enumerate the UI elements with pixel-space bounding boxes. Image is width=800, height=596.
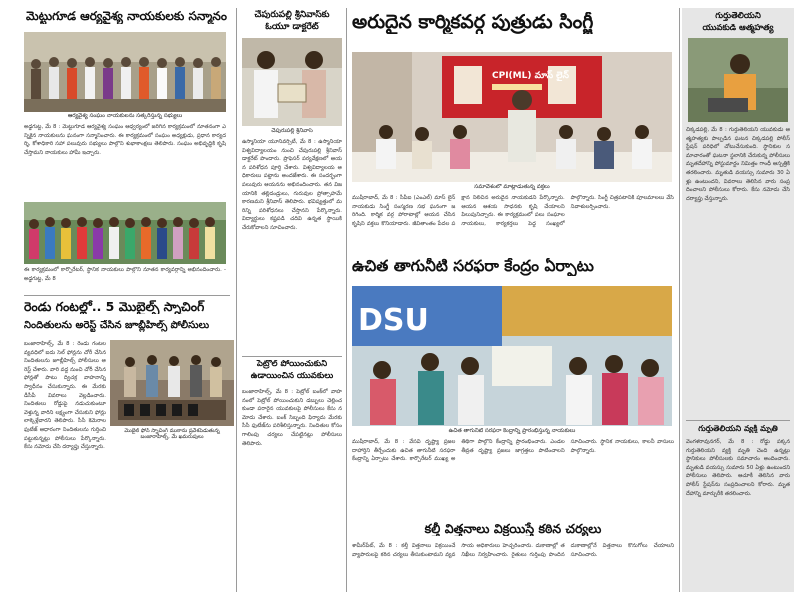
photo-caption: మొబైల్ ఫోన్ స్నాచింగ్ ముఠాను ప్రవేశపెడుతున్న బంజారాహిల్స్, మే ఖమరుపులు	[124, 428, 220, 441]
crowd-photo	[24, 202, 226, 264]
group-photo-honor	[24, 32, 226, 112]
column-divider	[236, 8, 237, 592]
headline-free-water: ఉచిత తాగునీటి సరఫరా కేంద్రం ఏర్పాటు	[352, 258, 594, 275]
headline-fake-seeds: కల్తీ విత్తనాలు విక్రయిస్తే కఠిన చర్యలు	[424, 522, 602, 536]
headline-petrol-line2: ఉడాయించిన యువకులు	[250, 372, 334, 381]
victim-photo	[688, 38, 788, 122]
headline-doctorate: చేపురుపల్లి శ్రీనివాస్‌కు	[254, 10, 330, 20]
article-body: ఈ కార్యక్రమంలో కార్పొరేటర్, స్థానిక నాయకులు పాల్గొని నూతన కార్యవర్గాన్ని అభినందించారు. - అడ్డగుట్ట, మే 8	[24, 267, 226, 282]
water-center-photo	[352, 286, 672, 426]
police-arrest-photo	[110, 340, 234, 426]
photo-caption: సమావేశంలో మాట్లాడుతున్న వక్తలు	[474, 184, 550, 190]
banner-text: CPI(ML) మాస్ లైన్	[492, 71, 569, 81]
banner-text: DSU	[358, 303, 429, 338]
section-divider	[686, 420, 790, 421]
headline-arya-vysya: మెట్టుగూడ ఆర్యవైశ్య నాయకులకు సన్మానం	[26, 10, 227, 23]
headline-mobile-snatching: రెండు గంటల్లో.. 5 మొబైల్స్ స్నాచింగ్	[24, 300, 205, 314]
article-body: అడ్డగుట్ట, మే 8 : మెట్టుగూడ ఆర్యవైశ్య సంఘం ఆధ్వర్యంలో జరిగిన కార్యక్రమంలో నూతనంగా ఎన్నికైన నాయకులను ఘనంగా సన్మానించారు. ఈ కార్యక్రమంలో సంఘం అధ్యక్షుడు, ప్రధాన కార్యదర్శి, కోశాధికారి సహా పలువురు సభ్యులు పాల్గొని శుభాకాంక్షలు తెలిపారు. సంఘం అభివృద్ధికి కృషి చేస్తామని నాయకులు హామీ ఇచ్చారు.	[24, 124, 226, 156]
headline-suicide: గుర్తుతెలియని	[715, 12, 761, 21]
article-body: ముషీరాబాద్, మే 8 : సీపీఐ (ఎంఎల్) మాస్ లైన్ నాయకుడు సింగ్జీ సంస్మరణ సభ ఘనంగా జరిగింది. కార్మిక వర్గ పోరాటాల్లో ఆయన చేసిన కృషిని వక్తలు కొనియాడారు. జీవితాంతం పేదల పక్షాన నిలిచిన అరుదైన నాయకుడని పేర్కొన్నారు. ఆయన ఆశయ సాధనకు కృషి చేయాలని పిలుపునిచ్చారు. ఈ కార్యక్రమంలో పలు సంఘాల నాయకులు, కార్యకర్తలు పెద్ద సంఖ్యలో పాల్గొన్నారు. సింగ్జీ చిత్రపటానికి పూలమాలలు వేసి నివాళులర్పించారు.	[352, 195, 674, 227]
headline-singji: అరుదైన కార్మికవర్గ పుత్రుడు సింగ్జీ	[352, 12, 594, 33]
photo-caption: ఆర్యవైశ్య సంఘం నాయకులను సత్కరిస్తున్న సభ్యులు	[67, 113, 183, 119]
meeting-photo	[352, 52, 672, 182]
article-body: శామీర్‌పేట్, మే 8 : కల్తీ విత్తనాలు విక్రయించే వ్యాపారులపై కఠిన చర్యలు తీసుకుంటామని వ్యవసాయ అధికారులు హెచ్చరించారు. దుకాణాల్లో తనిఖీలు నిర్వహించారు. రైతులు గుర్తింపు పొందిన దుకాణాల్లోనే విత్తనాలు కొనుగోలు చేయాలని సూచించారు.	[352, 543, 674, 558]
article-body: బంజారాహిల్స్, మే 8 : రెండు గంటల వ్యవధిలో ఐదు సెల్ ఫోన్లను చోరీ చేసిన నిందితులను జూబ్లీహిల్స్ పోలీసులు అరెస్ట్ చేశారు. వారి వద్ద నుంచి చోరీ చేసిన ఫోన్లతో పాటు ద్విచక్ర వాహనాన్ని స్వాధీనం చేసుకున్నారు. ఈ మేరకు డీసీపీ వివరాలు వెల్లడించారు. నిందితులు రోడ్డుపై నడుచుకుంటూ వెళ్తున్న వారిని లక్ష్యంగా చేసుకుని ఫోన్లు లాక్కెళ్లేవారని తెలిపారు. సీసీ కెమెరాల ఫుటేజ్ ఆధారంగా నిందితులను గుర్తించి పట్టుకున్నట్లు పోలీసులు పేర్కొన్నారు. కేసు నమోదు చేసి దర్యాప్తు చేస్తున్నారు.	[24, 341, 106, 451]
column-divider	[346, 8, 347, 592]
article-body: ఉస్మానియా యూనివర్సిటీ, మే 8 : ఉస్మానియా విశ్వవిద్యాలయం నుంచి చేపురుపల్లి శ్రీనివాస్ డాక్టరేట్ పొందారు. ప్రొఫెసర్ పర్యవేక్షణలో ఆయన పరిశోధన పూర్తి చేశారు. విశ్వవిద్యాలయ అధికారులు పట్టాను అందజేశారు. ఈ సందర్భంగా పలువురు ఆయనను అభినందించారు. తన విజయానికి తల్లిదండ్రులు, గురువుల ప్రోత్సాహమే కారణమని శ్రీనివాస్ తెలిపారు. భవిష్యత్తులో మరిన్ని పరిశోధనలు చేస్తానని పేర్కొన్నారు. విద్యార్థులు కష్టపడి చదివి ఉన్నత స్థాయికి చేరుకోవాలని సూచించారు.	[242, 139, 342, 231]
section-divider	[242, 356, 342, 357]
article-body: బంజారాహిల్స్, మే 8 : పెట్రోల్ బంక్‌లో వాహనంలో పెట్రోల్ పోయించుకుని డబ్బులు చెల్లించకుండా పరారైన యువకులపై పోలీసులు కేసు నమోదు చేశారు. బంక్ సిబ్బంది ఫిర్యాదు మేరకు సీసీ ఫుటేజ్‌ను పరిశీలిస్తున్నారు. నిందితుల కోసం గాలింపు చర్యలు చేపట్టినట్లు పోలీసులు తెలిపారు.	[242, 389, 342, 447]
headline-suicide-line2: యువకుడి ఆత్మహత్య	[702, 24, 774, 33]
headline-doctorate-line2: ఓయూ డాక్టరేట్	[265, 22, 319, 32]
article-body: చిక్కడపల్లి, మే 8 : గుర్తుతెలియని యువకుడు ఆత్మహత్యకు పాల్పడిన ఘటన చిక్కడపల్లి పోలీస్ స్టేషన్ పరిధిలో చోటుచేసుకుంది. స్థానికుల సమాచారంతో ఘటనా స్థలానికి చేరుకున్న పోలీసులు మృతదేహాన్ని పోస్టుమార్టం నిమిత్తం గాంధీ ఆస్పత్రికి తరలించారు. మృతుడి వయస్సు సుమారు 30 ఏళ్లు ఉంటుందని, వివరాలు తెలిసిన వారు సంప్రదించాలని పోలీసులు కోరారు. కేసు నమోదు చేసి దర్యాప్తు చేస్తున్నారు.	[686, 127, 790, 202]
section-divider	[24, 295, 230, 296]
photo-caption: ఉచిత తాగునీటి సరఫరా కేంద్రాన్ని ప్రారంభిస్తున్న నాయకులు	[448, 428, 576, 434]
article-body: ముషీరాబాద్, మే 8 : వేసవి దృష్ట్యా ప్రజల దాహార్తిని తీర్చేందుకు ఉచిత తాగునీటి సరఫరా కేంద్రాన్ని ఏర్పాటు చేశారు. కార్పొరేటర్ ముఖ్య అతిథిగా పాల్గొని కేంద్రాన్ని ప్రారంభించారు. ఎండల తీవ్రత దృష్ట్యా ప్రజలు జాగ్రత్తలు పాటించాలని సూచించారు. స్థానిక నాయకులు, కాలనీ వాసులు పాల్గొన్నారు.	[352, 439, 674, 463]
column-divider	[679, 8, 680, 592]
subheadline-arrest: నిందితులను అరెస్ట్ చేసిన జూబ్లీహిల్స్ పోలీసులు	[24, 320, 210, 331]
headline-petrol: పెట్రోల్ పోయించుకుని	[256, 360, 328, 369]
article-body: వెంగళరావునగర్, మే 8 : రోడ్డు పక్కన గుర్తుతెలియని వ్యక్తి మృతి చెంది ఉన్నట్లు స్థానికులు పోలీసులకు సమాచారం అందించారు. మృతుడి వయస్సు సుమారు 50 ఏళ్లు ఉంటుందని పోలీసులు తెలిపారు. ఆచూకీ తెలిసిన వారు పోలీస్ స్టేషన్‌ను సంప్రదించాలని కోరారు. మృతదేహాన్ని మార్చురీకి తరలించారు.	[686, 439, 790, 497]
doctorate-photo	[242, 38, 342, 126]
headline-unknown-death: గుర్తుతెలియని వ్యక్తి మృతి	[698, 424, 778, 433]
photo-caption: చేపురుపల్లి శ్రీనివాస్	[271, 128, 313, 134]
